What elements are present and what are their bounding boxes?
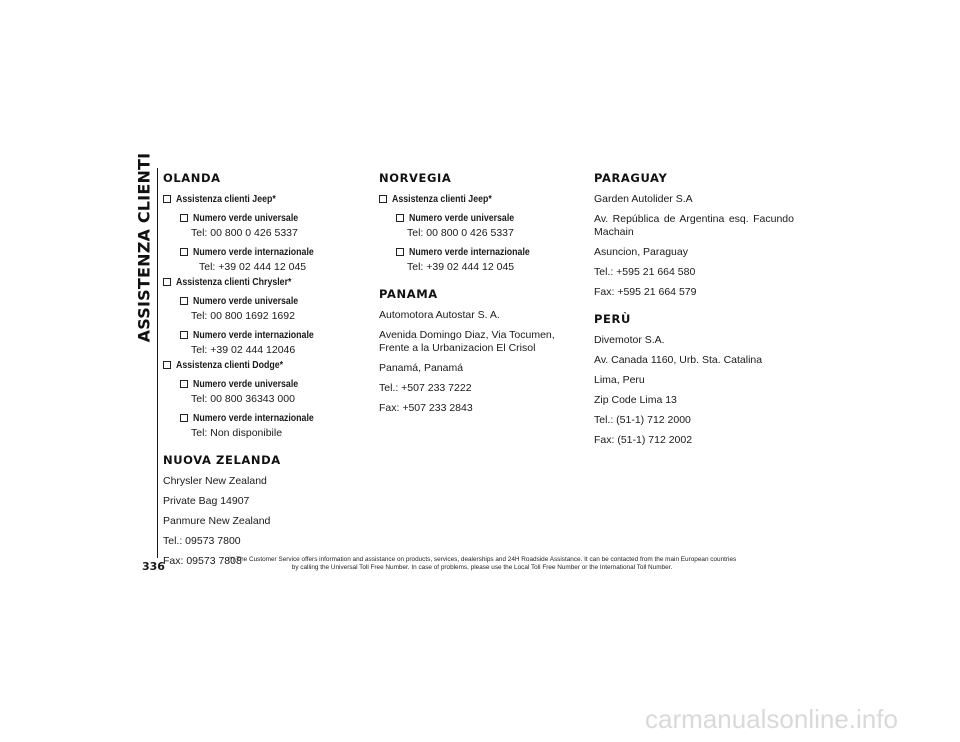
footnote-line: by calling the Universal Toll Free Number. In case of problems, please use the Local Toll Free Number or the International Toll Number. <box>291 564 673 571</box>
olanda-jeep-block <box>163 193 363 274</box>
page-number: 336 <box>142 560 165 573</box>
olanda-dodge-block <box>163 359 363 440</box>
checkbox-bullet-icon <box>180 380 188 388</box>
intl-label: Numero verde internazionale <box>193 247 314 258</box>
checkbox-bullet-icon <box>180 331 188 339</box>
intl-label: Numero verde internazionale <box>193 330 314 341</box>
checkbox-bullet-icon <box>180 414 188 422</box>
norvegia-jeep-label: Assistenza clienti Jeep* <box>392 194 492 205</box>
address-line: Avenida Domingo Diaz, Via Tocumen, Frente a la Urbanizacion El Crisol <box>379 329 555 354</box>
olanda-dodge-intl-tel: Tel: Non disponibile <box>191 427 283 439</box>
address-line: Asuncion, Paraguay <box>594 246 688 258</box>
fax-line: Fax: (51-1) 712 2002 <box>594 434 693 446</box>
olanda-chrysler-label: Assistenza clienti Chrysler* <box>176 277 292 288</box>
address-line: Panamá, Panamá <box>379 362 464 374</box>
olanda-chrysler-intl-tel: Tel: +39 02 444 12046 <box>191 344 296 356</box>
column-left <box>163 168 363 575</box>
checkbox-bullet-icon <box>396 248 404 256</box>
checkbox-bullet-icon <box>163 278 171 286</box>
section-side-tab <box>133 152 155 342</box>
olanda-jeep-intl-tel: Tel: +39 02 444 12 045 <box>199 261 307 273</box>
norvegia-jeep-intl-tel: Tel: +39 02 444 12 045 <box>407 261 515 273</box>
phone-line: Tel.: +595 21 664 580 <box>594 266 696 278</box>
toll-free-label: Numero verde universale <box>193 213 299 224</box>
olanda-dodge-toll-free-tel: Tel: 00 800 36343 000 <box>191 393 295 405</box>
checkbox-bullet-icon <box>379 195 387 203</box>
checkbox-bullet-icon <box>163 195 171 203</box>
checkbox-bullet-icon <box>180 248 188 256</box>
checkbox-bullet-icon <box>396 214 404 222</box>
address-line: Av. Canada 1160, Urb. Sta. Catalina <box>594 354 763 366</box>
phone-line: Tel.: 09573 7800 <box>163 535 241 547</box>
olanda-jeep-label: Assistenza clienti Jeep* <box>176 194 276 205</box>
phone-line: Tel.: (51-1) 712 2000 <box>594 414 691 426</box>
address-line: Lima, Peru <box>594 374 645 386</box>
heading-norvegia: NORVEGIA <box>379 171 452 185</box>
heading-olanda: OLANDA <box>163 171 221 185</box>
intl-label: Numero verde internazionale <box>193 413 314 424</box>
heading-peru: PERÙ <box>594 312 631 326</box>
olanda-jeep-toll-free-tel: Tel: 00 800 0 426 5337 <box>191 227 298 239</box>
olanda-dodge-label: Assistenza clienti Dodge* <box>176 360 284 371</box>
toll-free-label: Numero verde universale <box>193 296 299 307</box>
fax-line: Fax: +507 233 2843 <box>379 402 473 414</box>
address-line: Garden Autolider S.A <box>594 193 693 205</box>
intl-label: Numero verde internazionale <box>409 247 530 258</box>
norvegia-jeep-toll-free-tel: Tel: 00 800 0 426 5337 <box>407 227 514 239</box>
address-line: Zip Code Lima 13 <box>594 394 677 406</box>
section-tab-label: ASSISTENZA CLIENTI <box>134 152 154 342</box>
checkbox-bullet-icon <box>180 297 188 305</box>
column-right <box>594 168 794 454</box>
checkbox-bullet-icon <box>180 214 188 222</box>
fax-line: Fax: +595 21 664 579 <box>594 286 697 298</box>
checkbox-bullet-icon <box>163 361 171 369</box>
phone-line: Tel.: +507 233 7222 <box>379 382 472 394</box>
side-divider <box>157 168 158 558</box>
column-middle <box>379 168 579 422</box>
footnote <box>172 556 792 572</box>
olanda-chrysler-block <box>163 276 363 357</box>
address-line: Automotora Autostar S. A. <box>379 309 500 321</box>
fax-line: Fax: 09573 7808 <box>163 555 242 567</box>
address-line: Divemotor S.A. <box>594 334 665 346</box>
norvegia-jeep-block <box>379 193 579 274</box>
heading-panama: PANAMA <box>379 287 438 301</box>
heading-paraguay: PARAGUAY <box>594 171 668 185</box>
heading-nuova-zelanda: NUOVA ZELANDA <box>163 453 281 467</box>
address-line: Panmure New Zealand <box>163 515 271 527</box>
watermark: carmanualsonline.info <box>645 704 898 734</box>
toll-free-label: Numero verde universale <box>409 213 515 224</box>
olanda-chrysler-toll-free-tel: Tel: 00 800 1692 1692 <box>191 310 295 322</box>
footnote-line: (*) The Customer Service offers information and assistance on products, services, dealerships and 24H Roadside Assistance. It can be contacted from the main European countries <box>227 556 737 563</box>
toll-free-label: Numero verde universale <box>193 379 299 390</box>
address-line: Av. República de Argentina esq. Facundo Machain <box>594 213 794 238</box>
address-line: Private Bag 14907 <box>163 495 250 507</box>
address-line: Chrysler New Zealand <box>163 475 267 487</box>
